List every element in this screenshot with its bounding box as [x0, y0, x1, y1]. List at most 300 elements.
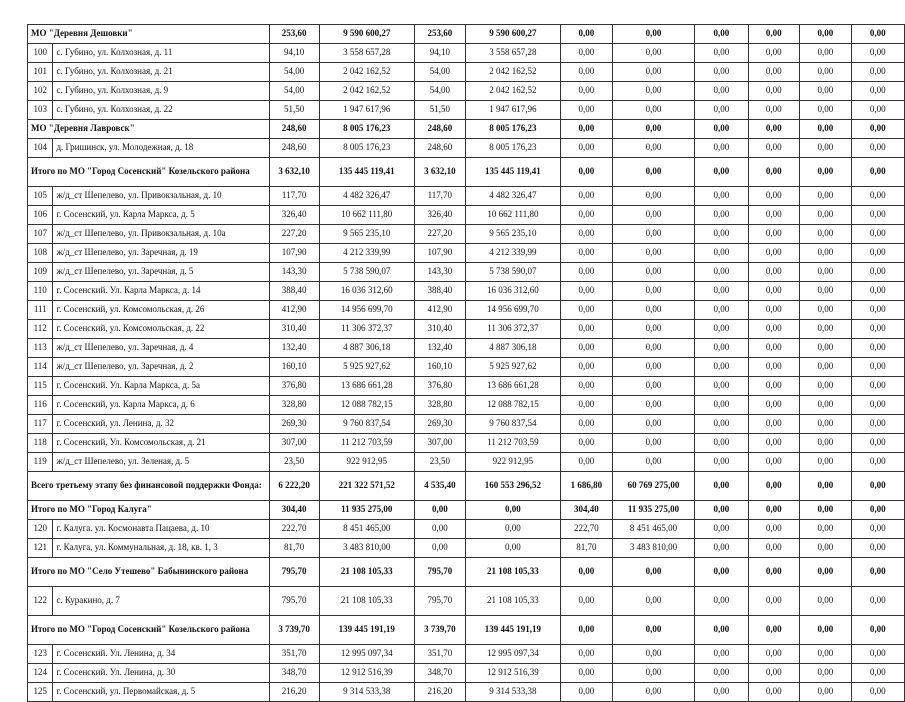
- value-cell: 2 042 162,52: [319, 63, 414, 82]
- value-cell: 0,00: [560, 158, 612, 187]
- value-cell: 0,00: [695, 645, 748, 664]
- value-cell: 0,00: [695, 539, 748, 558]
- value-cell: 94,10: [269, 44, 319, 63]
- value-cell: 0,00: [612, 320, 694, 339]
- value-cell: 0,00: [800, 539, 852, 558]
- value-cell: 795,70: [269, 587, 319, 616]
- table-row: [28, 520, 905, 539]
- value-cell: 0,00: [695, 63, 748, 82]
- value-cell: 12 088 782,15: [465, 396, 560, 415]
- row-number-cell: 101: [28, 63, 53, 82]
- value-cell: 8 005 176,23: [465, 139, 560, 158]
- value-cell: 54,00: [414, 82, 465, 101]
- table-row: [28, 539, 905, 558]
- value-cell: 4 212 339,99: [319, 244, 414, 263]
- address-cell: ж/д_ст Шепелево, ул. Заречная, д. 5: [53, 263, 269, 282]
- group-name-cell: Итого по МО "Город Сосенский" Козельского района: [28, 616, 270, 645]
- value-cell: 2 042 162,52: [319, 82, 414, 101]
- document-sheet: [27, 24, 905, 702]
- value-cell: 3 632,10: [414, 158, 465, 187]
- value-cell: 160,10: [269, 358, 319, 377]
- value-cell: 0,00: [612, 339, 694, 358]
- value-cell: 0,00: [748, 120, 800, 139]
- address-cell: г. Сосенский. Ул. Ленина, д. 30: [53, 664, 269, 683]
- value-cell: 310,40: [269, 320, 319, 339]
- value-cell: 0,00: [851, 587, 904, 616]
- row-number-cell: 102: [28, 82, 53, 101]
- value-cell: 0,00: [851, 44, 904, 63]
- value-cell: 376,80: [414, 377, 465, 396]
- value-cell: 10 662 111,80: [319, 206, 414, 225]
- value-cell: 0,00: [748, 664, 800, 683]
- subtotal-row: [28, 25, 905, 44]
- value-cell: 9 760 837,54: [319, 415, 414, 434]
- value-cell: 0,00: [695, 25, 748, 44]
- address-cell: г. Сосенский. Ул. Карла Маркса, д. 14: [53, 282, 269, 301]
- value-cell: 269,30: [414, 415, 465, 434]
- value-cell: 0,00: [851, 453, 904, 472]
- value-cell: 0,00: [612, 301, 694, 320]
- value-cell: 4 212 339,99: [465, 244, 560, 263]
- address-cell: с. Губино, ул. Колхозная, д. 11: [53, 44, 269, 63]
- value-cell: 23,50: [414, 453, 465, 472]
- value-cell: 0,00: [748, 683, 800, 702]
- value-cell: 117,70: [269, 187, 319, 206]
- value-cell: 0,00: [800, 664, 852, 683]
- value-cell: 0,00: [800, 501, 852, 520]
- value-cell: 0,00: [800, 415, 852, 434]
- group-name-cell: Итого по МО "Город Калуга": [28, 501, 270, 520]
- table-row: [28, 434, 905, 453]
- value-cell: 0,00: [695, 520, 748, 539]
- value-cell: 0,00: [560, 645, 612, 664]
- value-cell: 0,00: [851, 645, 904, 664]
- row-number-cell: 100: [28, 44, 53, 63]
- table-row: [28, 358, 905, 377]
- value-cell: 0,00: [851, 158, 904, 187]
- value-cell: 0,00: [748, 501, 800, 520]
- value-cell: 0,00: [612, 244, 694, 263]
- value-cell: 0,00: [612, 44, 694, 63]
- value-cell: 0,00: [695, 82, 748, 101]
- table-row: [28, 63, 905, 82]
- value-cell: 0,00: [612, 664, 694, 683]
- value-cell: 3 739,70: [269, 616, 319, 645]
- value-cell: 0,00: [800, 82, 852, 101]
- value-cell: 0,00: [560, 377, 612, 396]
- value-cell: 0,00: [800, 339, 852, 358]
- value-cell: 0,00: [695, 244, 748, 263]
- value-cell: 4 535,40: [414, 472, 465, 501]
- address-cell: г. Сосенский. Ул. Карла Маркса, д. 5а: [53, 377, 269, 396]
- value-cell: 0,00: [612, 645, 694, 664]
- value-cell: 8 451 465,00: [612, 520, 694, 539]
- value-cell: 0,00: [612, 82, 694, 101]
- value-cell: 0,00: [612, 396, 694, 415]
- value-cell: 0,00: [748, 206, 800, 225]
- subtotal-row: [28, 501, 905, 520]
- value-cell: 5 738 590,07: [465, 263, 560, 282]
- value-cell: 0,00: [560, 225, 612, 244]
- value-cell: 1 686,80: [560, 472, 612, 501]
- subtotal-row: [28, 158, 905, 187]
- value-cell: 0,00: [851, 225, 904, 244]
- value-cell: 328,80: [414, 396, 465, 415]
- value-cell: 9 314 533,38: [319, 683, 414, 702]
- value-cell: 0,00: [800, 101, 852, 120]
- value-cell: 0,00: [560, 664, 612, 683]
- value-cell: 0,00: [695, 396, 748, 415]
- row-number-cell: 119: [28, 453, 53, 472]
- address-cell: г. Сосенский, ул. Комсомольская, д. 22: [53, 320, 269, 339]
- value-cell: 0,00: [695, 225, 748, 244]
- value-cell: 0,00: [695, 120, 748, 139]
- value-cell: 348,70: [269, 664, 319, 683]
- value-cell: 0,00: [695, 101, 748, 120]
- value-cell: 0,00: [800, 263, 852, 282]
- value-cell: 0,00: [612, 263, 694, 282]
- value-cell: 388,40: [414, 282, 465, 301]
- value-cell: 143,30: [414, 263, 465, 282]
- value-cell: 94,10: [414, 44, 465, 63]
- value-cell: 81,70: [269, 539, 319, 558]
- row-number-cell: 113: [28, 339, 53, 358]
- value-cell: 0,00: [851, 244, 904, 263]
- value-cell: 412,90: [414, 301, 465, 320]
- value-cell: 0,00: [695, 206, 748, 225]
- table-row: [28, 301, 905, 320]
- value-cell: 0,00: [612, 358, 694, 377]
- value-cell: 0,00: [851, 558, 904, 587]
- value-cell: 0,00: [800, 120, 852, 139]
- value-cell: 0,00: [612, 120, 694, 139]
- value-cell: 0,00: [612, 139, 694, 158]
- row-number-cell: 125: [28, 683, 53, 702]
- value-cell: 326,40: [269, 206, 319, 225]
- row-number-cell: 116: [28, 396, 53, 415]
- value-cell: 0,00: [800, 587, 852, 616]
- table-row: [28, 339, 905, 358]
- value-cell: 0,00: [748, 25, 800, 44]
- value-cell: 412,90: [269, 301, 319, 320]
- table-row: [28, 587, 905, 616]
- value-cell: 0,00: [560, 396, 612, 415]
- value-cell: 269,30: [269, 415, 319, 434]
- value-cell: 0,00: [800, 358, 852, 377]
- value-cell: 0,00: [612, 25, 694, 44]
- value-cell: 0,00: [560, 206, 612, 225]
- value-cell: 0,00: [560, 244, 612, 263]
- value-cell: 376,80: [269, 377, 319, 396]
- row-number-cell: 103: [28, 101, 53, 120]
- value-cell: 0,00: [800, 645, 852, 664]
- value-cell: 12 912 516,39: [319, 664, 414, 683]
- value-cell: 0,00: [612, 683, 694, 702]
- value-cell: 0,00: [851, 434, 904, 453]
- value-cell: 248,60: [269, 139, 319, 158]
- table-row: [28, 453, 905, 472]
- value-cell: 8 005 176,23: [319, 120, 414, 139]
- value-cell: 8 005 176,23: [465, 120, 560, 139]
- value-cell: 9 565 235,10: [465, 225, 560, 244]
- value-cell: 0,00: [695, 377, 748, 396]
- value-cell: 12 995 097,34: [319, 645, 414, 664]
- value-cell: 9 590 600,27: [319, 25, 414, 44]
- table-row: [28, 44, 905, 63]
- value-cell: 0,00: [612, 225, 694, 244]
- value-cell: 0,00: [800, 472, 852, 501]
- row-number-cell: 124: [28, 664, 53, 683]
- value-cell: 0,00: [851, 339, 904, 358]
- value-cell: 0,00: [851, 358, 904, 377]
- value-cell: 12 995 097,34: [465, 645, 560, 664]
- value-cell: 0,00: [695, 664, 748, 683]
- value-cell: 0,00: [560, 101, 612, 120]
- value-cell: 0,00: [560, 301, 612, 320]
- value-cell: 0,00: [748, 263, 800, 282]
- value-cell: 351,70: [414, 645, 465, 664]
- table-row: [28, 396, 905, 415]
- value-cell: 54,00: [269, 63, 319, 82]
- value-cell: 0,00: [414, 539, 465, 558]
- value-cell: 0,00: [748, 320, 800, 339]
- value-cell: 21 108 105,33: [465, 558, 560, 587]
- value-cell: 0,00: [695, 501, 748, 520]
- group-name-cell: МО "Деревня Дешовки": [28, 25, 270, 44]
- address-cell: г. Сосенский, ул. Комсомольская, д. 26: [53, 301, 269, 320]
- table-row: [28, 683, 905, 702]
- value-cell: 351,70: [269, 645, 319, 664]
- table-row: [28, 645, 905, 664]
- value-cell: 0,00: [414, 520, 465, 539]
- value-cell: 222,70: [269, 520, 319, 539]
- value-cell: 143,30: [269, 263, 319, 282]
- value-cell: 307,00: [269, 434, 319, 453]
- value-cell: 0,00: [612, 434, 694, 453]
- row-number-cell: 110: [28, 282, 53, 301]
- value-cell: 0,00: [800, 301, 852, 320]
- value-cell: 0,00: [560, 282, 612, 301]
- row-number-cell: 118: [28, 434, 53, 453]
- value-cell: 248,60: [414, 139, 465, 158]
- value-cell: 0,00: [748, 558, 800, 587]
- value-cell: 0,00: [851, 25, 904, 44]
- value-cell: 0,00: [851, 282, 904, 301]
- value-cell: 0,00: [748, 282, 800, 301]
- value-cell: 253,60: [414, 25, 465, 44]
- value-cell: 795,70: [414, 587, 465, 616]
- row-number-cell: 106: [28, 206, 53, 225]
- value-cell: 0,00: [851, 187, 904, 206]
- table-row: [28, 377, 905, 396]
- value-cell: 0,00: [800, 558, 852, 587]
- value-cell: 0,00: [851, 415, 904, 434]
- value-cell: 0,00: [560, 683, 612, 702]
- address-cell: ж/д_ст Шепелево, ул. Зеленая, д. 5: [53, 453, 269, 472]
- value-cell: 0,00: [800, 25, 852, 44]
- value-cell: 307,00: [414, 434, 465, 453]
- subtotal-row: [28, 120, 905, 139]
- value-cell: 0,00: [800, 396, 852, 415]
- value-cell: 0,00: [560, 120, 612, 139]
- value-cell: 0,00: [748, 101, 800, 120]
- value-cell: 0,00: [560, 44, 612, 63]
- value-cell: 922 912,95: [319, 453, 414, 472]
- value-cell: 3 558 657,28: [319, 44, 414, 63]
- value-cell: 9 565 235,10: [319, 225, 414, 244]
- value-cell: 0,00: [748, 225, 800, 244]
- value-cell: 139 445 191,19: [319, 616, 414, 645]
- value-cell: 222,70: [560, 520, 612, 539]
- value-cell: 0,00: [695, 453, 748, 472]
- value-cell: 0,00: [612, 63, 694, 82]
- value-cell: 0,00: [560, 616, 612, 645]
- value-cell: 60 769 275,00: [612, 472, 694, 501]
- value-cell: 0,00: [851, 683, 904, 702]
- value-cell: 0,00: [465, 501, 560, 520]
- row-number-cell: 105: [28, 187, 53, 206]
- value-cell: 0,00: [748, 44, 800, 63]
- value-cell: 0,00: [612, 415, 694, 434]
- value-cell: 51,50: [414, 101, 465, 120]
- value-cell: 304,40: [560, 501, 612, 520]
- value-cell: 0,00: [748, 472, 800, 501]
- value-cell: 0,00: [695, 44, 748, 63]
- table-row: [28, 415, 905, 434]
- value-cell: 0,00: [800, 683, 852, 702]
- value-cell: 0,00: [748, 63, 800, 82]
- value-cell: 0,00: [748, 453, 800, 472]
- address-cell: с. Губино, ул. Колхозная, д. 22: [53, 101, 269, 120]
- housing-table: [27, 24, 905, 702]
- row-number-cell: 121: [28, 539, 53, 558]
- address-cell: с. Губино, ул. Колхозная, д. 21: [53, 63, 269, 82]
- row-number-cell: 117: [28, 415, 53, 434]
- value-cell: 5 925 927,62: [319, 358, 414, 377]
- value-cell: 0,00: [851, 520, 904, 539]
- value-cell: 117,70: [414, 187, 465, 206]
- value-cell: 0,00: [851, 501, 904, 520]
- value-cell: 0,00: [560, 25, 612, 44]
- value-cell: 0,00: [612, 158, 694, 187]
- value-cell: 0,00: [612, 587, 694, 616]
- address-cell: г. Сосенский, Ул. Комсомольская, д. 21: [53, 434, 269, 453]
- value-cell: 0,00: [695, 434, 748, 453]
- address-cell: ж/д_ст Шепелево, ул. Привокзальная, д. 10а: [53, 225, 269, 244]
- table-row: [28, 101, 905, 120]
- value-cell: 248,60: [414, 120, 465, 139]
- value-cell: 1 947 617,96: [319, 101, 414, 120]
- value-cell: 248,60: [269, 120, 319, 139]
- value-cell: 0,00: [800, 63, 852, 82]
- value-cell: 9 760 837,54: [465, 415, 560, 434]
- value-cell: 107,90: [269, 244, 319, 263]
- value-cell: 0,00: [560, 587, 612, 616]
- table-row: [28, 244, 905, 263]
- value-cell: 12 912 516,39: [465, 664, 560, 683]
- value-cell: 0,00: [560, 358, 612, 377]
- value-cell: 11 212 703,59: [319, 434, 414, 453]
- value-cell: 227,20: [269, 225, 319, 244]
- value-cell: 0,00: [800, 187, 852, 206]
- value-cell: 253,60: [269, 25, 319, 44]
- value-cell: 51,50: [269, 101, 319, 120]
- address-cell: г. Сосенский, ул. Карла Маркса, д. 6: [53, 396, 269, 415]
- value-cell: 0,00: [851, 120, 904, 139]
- value-cell: 12 088 782,15: [319, 396, 414, 415]
- value-cell: 0,00: [748, 539, 800, 558]
- value-cell: 8 005 176,23: [319, 139, 414, 158]
- value-cell: 0,00: [748, 377, 800, 396]
- value-cell: 0,00: [560, 453, 612, 472]
- value-cell: 0,00: [695, 139, 748, 158]
- value-cell: 0,00: [748, 158, 800, 187]
- value-cell: 0,00: [560, 339, 612, 358]
- value-cell: 21 108 105,33: [465, 587, 560, 616]
- row-number-cell: 122: [28, 587, 53, 616]
- value-cell: 0,00: [560, 415, 612, 434]
- value-cell: 388,40: [269, 282, 319, 301]
- address-cell: ж/д_ст Шепелево, ул. Заречная, д. 19: [53, 244, 269, 263]
- value-cell: 11 935 275,00: [319, 501, 414, 520]
- value-cell: 0,00: [800, 616, 852, 645]
- value-cell: 13 686 661,28: [465, 377, 560, 396]
- value-cell: 0,00: [800, 453, 852, 472]
- value-cell: 0,00: [560, 63, 612, 82]
- value-cell: 23,50: [269, 453, 319, 472]
- table-row: [28, 82, 905, 101]
- value-cell: 1 947 617,96: [465, 101, 560, 120]
- value-cell: 0,00: [851, 320, 904, 339]
- value-cell: 0,00: [851, 616, 904, 645]
- value-cell: 0,00: [851, 301, 904, 320]
- row-number-cell: 111: [28, 301, 53, 320]
- group-name-cell: Итого по МО "Село Утешево" Бабынинского района: [28, 558, 270, 587]
- address-cell: с. Куракино, д. 7: [53, 587, 269, 616]
- value-cell: 216,20: [269, 683, 319, 702]
- value-cell: 8 451 465,00: [319, 520, 414, 539]
- value-cell: 5 925 927,62: [465, 358, 560, 377]
- value-cell: 135 445 119,41: [465, 158, 560, 187]
- value-cell: 0,00: [800, 434, 852, 453]
- value-cell: 2 042 162,52: [465, 63, 560, 82]
- value-cell: 0,00: [560, 82, 612, 101]
- value-cell: 328,80: [269, 396, 319, 415]
- value-cell: 0,00: [612, 282, 694, 301]
- value-cell: 0,00: [612, 206, 694, 225]
- value-cell: 0,00: [800, 44, 852, 63]
- value-cell: 3 483 810,00: [612, 539, 694, 558]
- value-cell: 6 222,20: [269, 472, 319, 501]
- value-cell: 0,00: [560, 263, 612, 282]
- value-cell: 0,00: [612, 616, 694, 645]
- value-cell: 9 590 600,27: [465, 25, 560, 44]
- value-cell: 0,00: [560, 139, 612, 158]
- value-cell: 0,00: [695, 187, 748, 206]
- value-cell: 0,00: [560, 434, 612, 453]
- value-cell: 0,00: [695, 587, 748, 616]
- address-cell: д. Гришинск, ул. Молодежная, д. 18: [53, 139, 269, 158]
- address-cell: г. Сосенский, ул. Карла Маркса, д. 5: [53, 206, 269, 225]
- address-cell: г. Калуга, ул. Коммунальная, д. 18, кв. 1, 3: [53, 539, 269, 558]
- value-cell: 21 108 105,33: [319, 587, 414, 616]
- value-cell: 0,00: [695, 616, 748, 645]
- table-row: [28, 225, 905, 244]
- group-name-cell: Итого по МО "Город Сосенский" Козельского района: [28, 158, 270, 187]
- value-cell: 0,00: [695, 320, 748, 339]
- value-cell: 0,00: [612, 187, 694, 206]
- value-cell: 14 956 699,70: [319, 301, 414, 320]
